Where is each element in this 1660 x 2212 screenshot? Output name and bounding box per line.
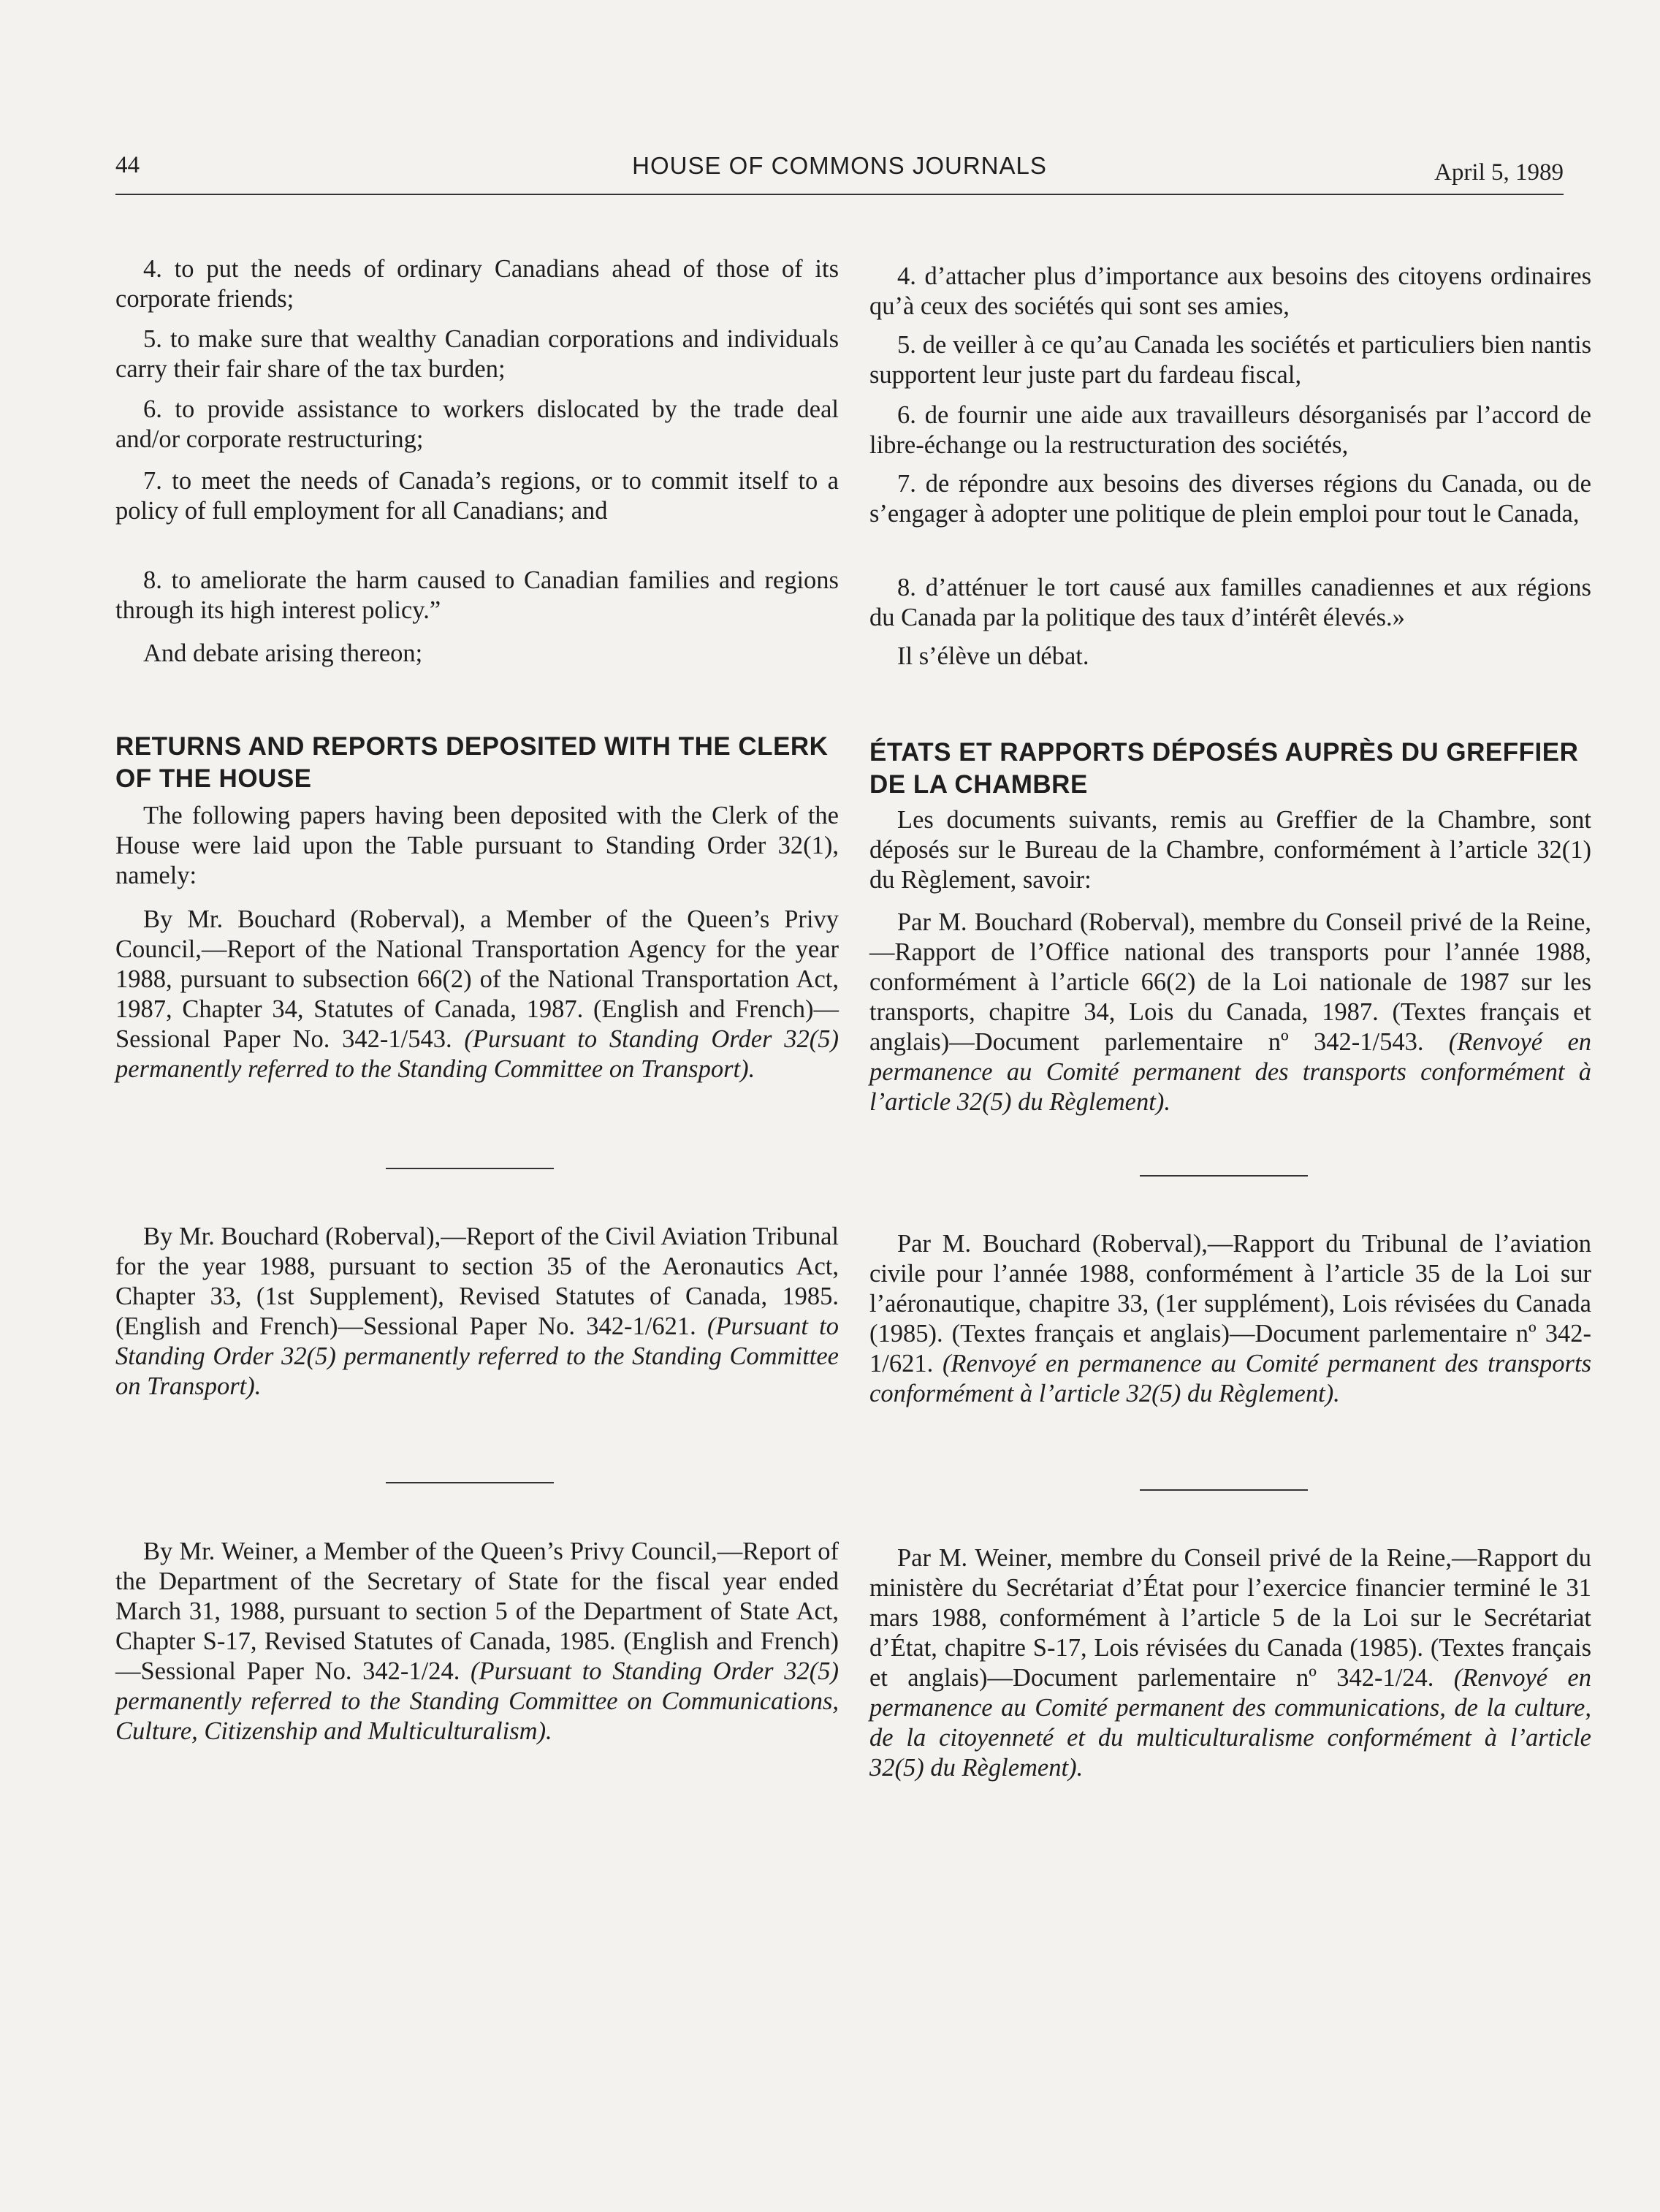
separator-rule [1140, 1175, 1308, 1177]
report-referral: (Renvoyé en permanence au Comité permanent des transports conformément à l’article 32(5) du Règlement). [869, 1028, 1592, 1116]
page-number: 44 [115, 152, 140, 178]
page-header [115, 152, 1564, 196]
header-date: April 5, 1989 [1434, 159, 1564, 186]
separator-rule [386, 1482, 554, 1483]
report-referral: (Renvoyé en permanence au Comité permanent des communications, de la culture, de la citoyenneté et du multiculturalisme conformément à l’article 32(5) du Règlement). [869, 1664, 1591, 1782]
french-item-8: 8. d’atténuer le tort causé aux familles canadiennes et aux régions du Canada par la politique des taux d’intérêt élevés.» [869, 574, 1591, 631]
report-text: Par M. Weiner, membre du Conseil privé de la Reine,—Rapport du ministère du Secrétariat d’État pour l’exercice financier terminé le 31 mars 1988, conformément à l’article 5 de la Loi sur le Secrétariat d’État, chapitre S-17, Lois révisées du Canada (1985). (Textes français et anglais)—Document parlementaire nº 342-1/24. [869, 1544, 1591, 1692]
english-intro: The following papers having been deposited with the Clerk of the House were laid upon the Table pursuant to Standing Order 32(1), namely: [115, 802, 839, 889]
report-text: By Mr. Weiner, a Member of the Queen’s Privy Council,—Report of the Department of the Secretary of State for the fiscal year ended March 31, 1988, pursuant to section 5 of the Department of State Act, Chapter S-17, Revised Statutes of Canada, 1985. (English and French)—Sessional Paper No. 342-1/24. [115, 1538, 839, 1685]
english-item-8: 8. to ameliorate the harm caused to Canadian families and regions through its high interest policy.” [115, 566, 839, 624]
english-report-2 [115, 1222, 839, 1402]
report-referral: (Pursuant to Standing Order 32(5) permanently referred to the Standing Committee on Transport). [115, 1312, 839, 1400]
french-debate-line: Il s’élève un débat. [897, 642, 1089, 670]
english-debate-line: And debate arising thereon; [143, 639, 423, 667]
separator-rule [386, 1168, 554, 1169]
english-report-3 [115, 1537, 839, 1747]
report-referral: (Renvoyé en permanence au Comité permanent des transports conformément à l’article 32(5) du Règlement). [869, 1350, 1591, 1407]
french-item-6: 6. de fournir une aide aux travailleurs désorganisés par l’accord de libre-échange ou la restructuration des sociétés, [869, 401, 1591, 459]
french-report-3 [869, 1543, 1591, 1783]
french-report-1 [869, 908, 1591, 1117]
report-referral: (Pursuant to Standing Order 32(5) permanently referred to the Standing Committee on Transport). [115, 1025, 839, 1083]
report-text: Par M. Bouchard (Roberval), membre du Conseil privé de la Reine,—Rapport de l’Office national des transports pour l’année 1988, conformément à l’article 66(2) de la Loi nationale de 1987 sur les transports, chapitre 34, Lois du Canada, 1987. (Textes français et anglais)—Document parlementaire nº 342-1/543. [869, 908, 1591, 1056]
french-intro: Les documents suivants, remis au Greffier de la Chambre, sont déposés sur le Bureau de la Chambre, conformément à l’article 32(1) du Règlement, savoir: [869, 806, 1591, 894]
report-text: Par M. Bouchard (Roberval),—Rapport du Tribunal de l’aviation civile pour l’année 1988, conformément à l’article 35 de la Loi sur l’aéronautique, chapitre 33, (1er supplément), Lois révisées du Canada (1985). (Textes français et anglais)—Document parlementaire nº 342-1/621. [869, 1230, 1591, 1377]
english-item-5: 5. to make sure that wealthy Canadian corporations and individuals carry their fair share of the tax burden; [115, 325, 839, 383]
french-section-title: ÉTATS ET RAPPORTS DÉPOSÉS AUPRÈS DU GREFFIER DE LA CHAMBRE [869, 738, 1579, 799]
report-text: By Mr. Bouchard (Roberval),—Report of the Civil Aviation Tribunal for the year 1988, pursuant to section 35 of the Aeronautics Act, Chapter 33, (1st Supplement), Revised Statutes of Canada, 1985. (English and French)—Sessional Paper No. 342-1/621. [115, 1223, 839, 1340]
french-item-4: 4. d’attacher plus d’importance aux besoins des citoyens ordinaires qu’à ceux des sociétés qui sont ses amies, [869, 262, 1591, 320]
english-report-1 [115, 905, 839, 1084]
english-section-title: RETURNS AND REPORTS DEPOSITED WITH THE CLERK OF THE HOUSE [115, 732, 829, 793]
french-item-7: 7. de répondre aux besoins des diverses régions du Canada, ou de s’engager à adopter une politique de plein emploi pour tout le Canada, [869, 470, 1591, 528]
header-rule [115, 194, 1564, 195]
english-item-6: 6. to provide assistance to workers dislocated by the trade deal and/or corporate restructuring; [115, 395, 839, 453]
english-item-7: 7. to meet the needs of Canada’s regions, or to commit itself to a policy of full employment for all Canadians; and [115, 467, 839, 525]
journal-title: HOUSE OF COMMONS JOURNALS [632, 152, 1047, 179]
french-report-2 [869, 1229, 1591, 1409]
french-item-5: 5. de veiller à ce qu’au Canada les sociétés et particuliers bien nantis supportent leur juste part du fardeau fiscal, [869, 331, 1591, 389]
separator-rule [1140, 1489, 1308, 1491]
report-text: By Mr. Bouchard (Roberval), a Member of the Queen’s Privy Council,—Report of the National Transportation Agency for the year 1988, pursuant to subsection 66(2) of the National Transportation Act, 1987, Chapter 34, Statutes of Canada, 1987. (English and French)—Sessional Paper No. 342-1/543. [115, 905, 839, 1053]
report-referral: (Pursuant to Standing Order 32(5) permanently referred to the Standing Committee on Communications, Culture, Citizenship and Multiculturalism). [115, 1657, 839, 1745]
english-item-4: 4. to put the needs of ordinary Canadians ahead of those of its corporate friends; [115, 255, 839, 313]
